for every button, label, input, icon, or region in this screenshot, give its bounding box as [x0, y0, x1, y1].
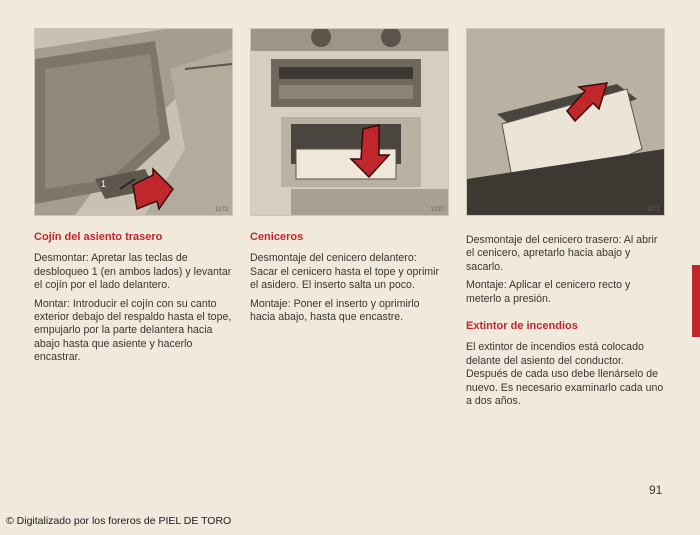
- paragraph: Montaje: Aplicar el cenicero recto y meterlo a presión.: [466, 279, 631, 305]
- rear-ashtray-illustration: [466, 28, 665, 216]
- section-heading: Extintor de incendios: [466, 320, 578, 333]
- section-heading: Ceniceros: [250, 231, 304, 243]
- ashtrays-section: [250, 231, 446, 329]
- paragraph: Desmontaje del cenicero delantero: Sacar el cenicero hasta el tope y oprimir el asidero. El inserto salta un poco.: [250, 252, 440, 292]
- paragraph: Montaje: Poner el inserto y oprimirlo hacia abajo, hasta que encastre.: [250, 297, 420, 324]
- seat-cushion-section: [34, 231, 234, 370]
- front-ashtray-illustration: [250, 28, 449, 216]
- rear-ashtray-drawing: [467, 29, 664, 215]
- figure-number: 1172: [215, 207, 228, 213]
- front-ashtray-drawing: [251, 29, 448, 215]
- callout-number: 1: [101, 179, 107, 189]
- chapter-tab-marker: [692, 265, 700, 337]
- paragraph: Desmontaje del cenicero trasero: Al abrir el cenicero, apretarlo hacia abajo y sacarlo.: [466, 234, 658, 273]
- section-heading: Cojín del asiento trasero: [34, 231, 163, 243]
- figure-number: 1171: [647, 207, 660, 213]
- paragraph: Montar: Introducir el cojín con su canto exterior debajo del respaldo hasta el tope, empujarlo por la parte delantera hacia abajo hasta que asiente y hacerlo encastrar.: [34, 297, 232, 364]
- paragraph: El extintor de incendios está colocado delante del asiento del conductor. Después de cada uso debe llenárselo de nuevo. Es necesario examinarlo cada uno a dos años.: [466, 341, 664, 408]
- page-number: 91: [649, 483, 663, 497]
- rear-ashtray-section: [466, 234, 666, 413]
- paragraph: Desmontar: Apretar las teclas de desbloqueo 1 (en ambos lados) y levantar el cojín por el lado delantero.: [34, 252, 232, 292]
- figure-number: 1237: [430, 207, 444, 213]
- seat-cushion-drawing: [35, 29, 232, 215]
- seat-cushion-illustration: [34, 28, 233, 216]
- copyright-notice: © Digitalizado por los foreros de PIEL DE TORO: [6, 515, 232, 527]
